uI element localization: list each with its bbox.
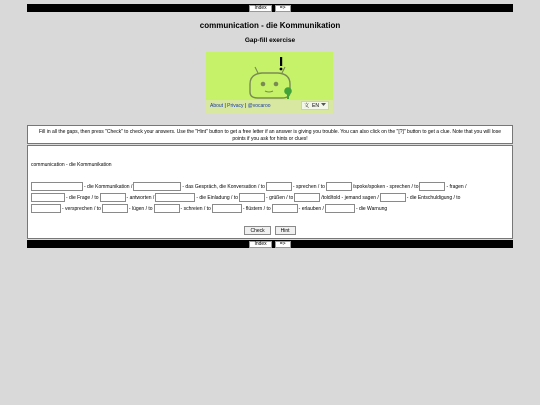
gap-input[interactable]	[100, 193, 126, 202]
next-button[interactable]: =>	[275, 5, 291, 12]
gap-context-text: - versprechen / to	[62, 205, 101, 212]
gap-context-text: - grüßen / to	[266, 194, 294, 201]
gap-input[interactable]	[239, 193, 265, 202]
instructions-panel: Fill in all the gaps, then press "Check" to check your answers. Use the "Hint" button to get a free letter if an answer is giving you trouble. You can also click on the "[?]" button to get a clue. Note that you will lose points if you ask for hints or clues!	[27, 125, 513, 144]
chevron-down-icon	[321, 103, 326, 109]
gap-context-text: - das Gespräch, die Konversation / to	[182, 183, 265, 190]
gap-input[interactable]	[31, 182, 83, 191]
vocaroo-banner	[206, 52, 333, 114]
gap-input[interactable]	[272, 204, 298, 213]
exercise-panel	[27, 145, 513, 239]
gap-context-text: /told/told - jemand sagen /	[321, 194, 379, 201]
exercise-row	[31, 204, 388, 213]
exercise-buttons	[28, 226, 512, 235]
gap-context-text: - fragen /	[446, 183, 467, 190]
about-link[interactable]: About	[210, 103, 224, 109]
gap-input[interactable]	[102, 204, 128, 213]
gap-input[interactable]	[266, 182, 292, 191]
gap-input[interactable]	[294, 193, 320, 202]
privacy-link[interactable]: Privacy	[227, 103, 244, 109]
gap-context-text: - die Warnung	[355, 205, 388, 212]
gap-context-text: - lügen / to	[128, 205, 153, 212]
bottom-nav-bar	[27, 240, 513, 248]
index-button[interactable]: Index	[249, 241, 271, 248]
gap-context-text: - die Einladung / to	[196, 194, 239, 201]
gap-input[interactable]	[380, 193, 406, 202]
banner-links	[210, 103, 271, 109]
robot-mascot-icon	[206, 52, 333, 100]
gap-context-text: - erlauben /	[298, 205, 324, 212]
gap-input[interactable]	[154, 204, 180, 213]
language-selector[interactable]	[301, 101, 329, 110]
gap-input[interactable]	[155, 193, 195, 202]
index-button[interactable]: Index	[249, 5, 271, 12]
svg-text:文: 文	[304, 102, 310, 108]
gap-context-text: - die Frage / to	[66, 194, 99, 201]
language-label: EN	[312, 102, 319, 109]
check-button[interactable]: Check	[244, 226, 270, 235]
banner-art	[206, 52, 333, 100]
gap-input[interactable]	[212, 204, 242, 213]
gap-input[interactable]	[325, 204, 355, 213]
gap-input[interactable]	[133, 182, 181, 191]
gap-context-text: - sprechen / to	[292, 183, 325, 190]
next-button[interactable]: =>	[275, 241, 291, 248]
exercise-row	[31, 182, 467, 191]
gap-input[interactable]	[31, 204, 61, 213]
translate-icon	[304, 102, 310, 110]
gap-input[interactable]	[31, 193, 65, 202]
gap-context-text: - die Kommunikation /	[84, 183, 133, 190]
gap-context-text: - die Entschuldigung / to	[406, 194, 461, 201]
vocaroo-link[interactable]: @vocaroo	[247, 103, 271, 109]
page-subtitle: Gap-fill exercise	[244, 37, 296, 44]
gap-context-text: - flüstern / to	[242, 205, 271, 212]
gap-context-text: /spoke/spoken - sprechen / to	[352, 183, 419, 190]
page-title: communication - die Kommunikation	[199, 21, 341, 30]
top-nav-bar	[27, 4, 513, 12]
gap-context-text: - schreien / to	[180, 205, 211, 212]
link-separator: |	[243, 103, 248, 109]
gap-input[interactable]	[326, 182, 352, 191]
gap-input[interactable]	[419, 182, 445, 191]
exercise-row	[31, 193, 461, 202]
link-separator: |	[223, 103, 228, 109]
hint-button[interactable]: Hint	[275, 226, 296, 235]
exercise-title: communication - die Kommunikation	[31, 162, 112, 168]
gap-context-text: - antworten /	[126, 194, 155, 201]
